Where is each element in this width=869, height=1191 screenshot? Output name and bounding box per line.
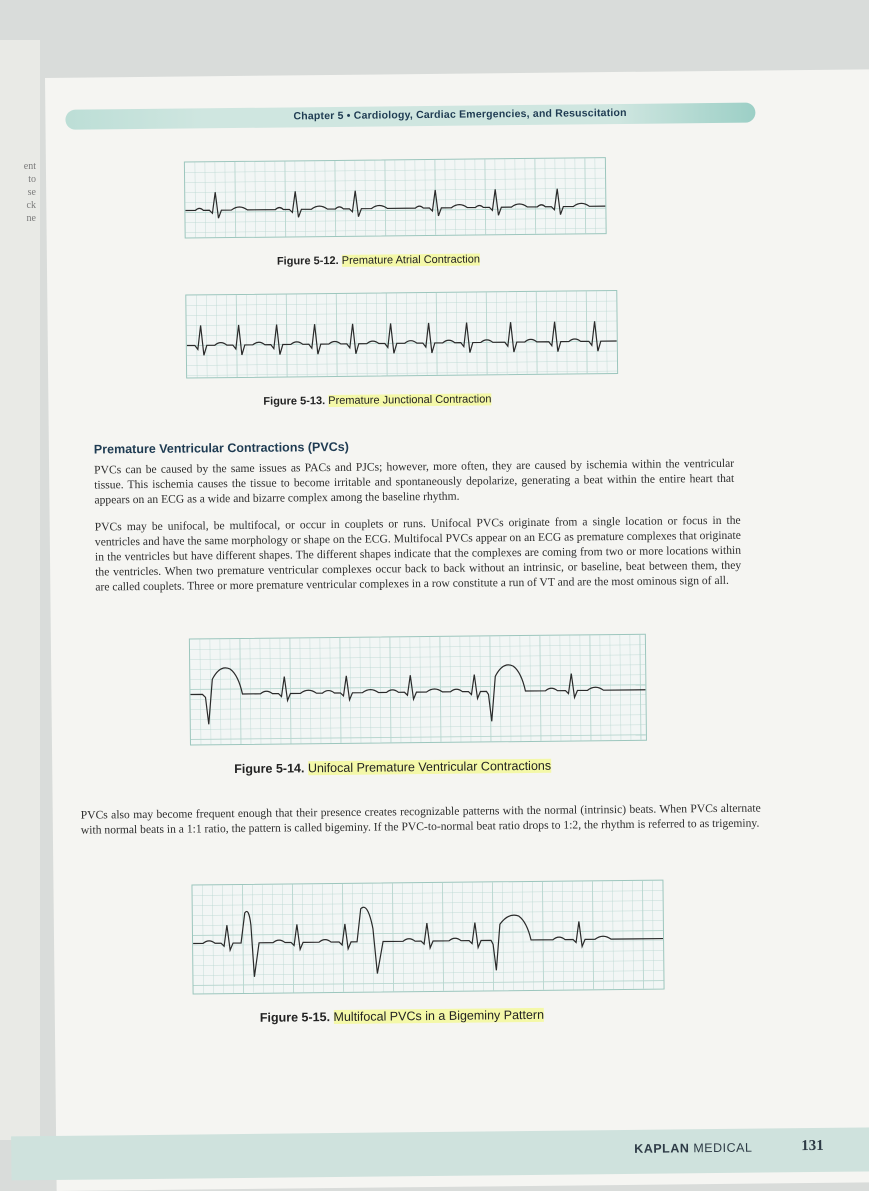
grid-line [445, 160, 446, 235]
grid-line [546, 292, 547, 374]
figure-number: Figure 5-14. [234, 761, 305, 777]
grid-line [475, 160, 476, 235]
brand-name: KAPLAN [634, 1141, 690, 1156]
grid-line [300, 638, 301, 743]
grid-line [572, 882, 573, 990]
grid-line [576, 291, 577, 373]
page-number: 131 [801, 1137, 824, 1155]
grid-line [187, 321, 617, 326]
grid-line [346, 294, 347, 376]
grid-line [216, 295, 217, 377]
grid-line [380, 638, 381, 743]
grid-line [191, 725, 646, 730]
grid-line [632, 881, 633, 989]
grid-line [191, 735, 646, 740]
grid-line [302, 884, 303, 992]
grid-line [242, 885, 243, 993]
publisher-logo [634, 1141, 752, 1156]
grid-line [260, 639, 261, 744]
grid-line [486, 292, 487, 374]
facing-fragment: ck [26, 200, 36, 211]
grid-line [460, 637, 461, 742]
grid-line [405, 160, 406, 235]
grid-line [193, 911, 663, 916]
figure-title: Unifocal Premature Ventricular Contractions [307, 758, 552, 776]
grid-line [612, 881, 613, 989]
grid-line [335, 161, 336, 236]
grid-line [555, 159, 556, 234]
grid-line [276, 295, 277, 377]
ecg-trace-pac [185, 158, 606, 237]
grid-line [305, 161, 306, 236]
grid-line [256, 295, 257, 377]
grid-line [450, 637, 451, 742]
grid-line [252, 885, 253, 993]
grid-line [485, 159, 486, 234]
paragraph: PVCs may be unifocal, be multifocal, or occur in couplets or runs. Unifocal PVCs originate from a single location or focus in the ventricles and have the same morphology or shape on the ECG. Multifocal PVCs appear on an ECG as premature complexes that originate in the ventricles but have different shapes. The different shapes indicate that the complexes are coming from two or more locations within the ventricles. When two premature ventricular complexes occur back to back without an intrinsic, or baseline, beat between them, they are called couplets. Three or more premature ventricular complexes in a row constitute a run of VT and are the most ominous sign of all. [94, 513, 742, 594]
grid-line [400, 637, 401, 742]
grid-line [526, 292, 527, 374]
grid-line [522, 882, 523, 990]
grid-line [376, 294, 377, 376]
grid-line [365, 161, 366, 236]
grid-line [592, 881, 593, 989]
facing-fragment: to [28, 174, 36, 185]
ecg-strip-figure-5-12 [184, 157, 607, 238]
grid-line [442, 883, 443, 991]
grid-line [286, 294, 287, 376]
grid-line [222, 885, 223, 993]
grid-line [190, 655, 645, 660]
grid-line [642, 881, 643, 989]
grid-line [406, 293, 407, 375]
grid-line [235, 162, 236, 237]
grid-line [226, 295, 227, 377]
grid-line [312, 884, 313, 992]
grid-line [225, 162, 226, 237]
grid-line [476, 292, 477, 374]
grid-line [193, 951, 663, 956]
grid-line [230, 639, 231, 744]
grid-line [193, 901, 663, 906]
ecg-trace-multifocal-bigeminy [192, 881, 663, 994]
grid-line [296, 294, 297, 376]
grid-line [422, 883, 423, 991]
grid-line [532, 882, 533, 990]
grid-line [240, 639, 241, 744]
grid-line [565, 159, 566, 234]
grid-line [282, 885, 283, 993]
grid-line [482, 882, 483, 990]
grid-line [255, 162, 256, 237]
grid-line [415, 160, 416, 235]
grid-line [270, 639, 271, 744]
grid-line [542, 882, 543, 990]
grid-line [510, 636, 511, 741]
grid-line [266, 295, 267, 377]
grid-line [602, 881, 603, 989]
grid-line [191, 705, 646, 710]
grid-line [202, 885, 203, 993]
grid-line [500, 636, 501, 741]
grid-line [395, 160, 396, 235]
grid-line [315, 161, 316, 236]
grid-line [640, 635, 641, 740]
grid-line [536, 292, 537, 374]
grid-line [292, 884, 293, 992]
grid-line [652, 881, 653, 989]
grid-line [375, 161, 376, 236]
grid-line [193, 961, 663, 966]
grid-line [272, 885, 273, 993]
ecg-strip-figure-5-13 [185, 290, 618, 379]
grid-line [610, 635, 611, 740]
grid-line [340, 638, 341, 743]
grid-line [456, 293, 457, 375]
grid-line [325, 161, 326, 236]
grid-line [566, 292, 567, 374]
grid-line [440, 637, 441, 742]
paragraph: PVCs can be caused by the same issues as PACs and PJCs; however, more often, they are caused by ischemia within the ventricular tissue. This ischemia causes the tissue to become irritable and spontaneously depolarize, generating a beat within the entire heart that appears on an ECG as a wide and bizarre complex among the baseline rhythm. [94, 456, 735, 507]
grid-line [570, 636, 571, 741]
grid-line [280, 639, 281, 744]
grid-line [466, 293, 467, 375]
facing-fragment: ne [26, 213, 36, 224]
grid-line [552, 882, 553, 990]
grid-line [492, 882, 493, 990]
grid-line [187, 361, 617, 366]
grid-line [191, 715, 646, 720]
grid-line [220, 639, 221, 744]
facing-page-text [0, 160, 36, 225]
brand-suffix: MEDICAL [693, 1140, 753, 1156]
grid-line [490, 636, 491, 741]
figure-title: Premature Atrial Contraction [341, 253, 480, 267]
grid-line [515, 159, 516, 234]
grid-line [462, 883, 463, 991]
grid-line [470, 637, 471, 742]
grid-line [540, 636, 541, 741]
grid-line [246, 295, 247, 377]
grid-line [396, 293, 397, 375]
grid-line [290, 638, 291, 743]
grid-line [595, 158, 596, 233]
grid-line [322, 884, 323, 992]
paragraph: PVCs also may become frequent enough that their presence creates recognizable patterns with the normal (intrinsic) beats. When PVCs alternate with normal beats in a 1:1 ratio, the pattern is called bigeminy. If the PVC-to-normal beat ratio drops to 1:2, the rhythm is referred to as trigeminy. [80, 801, 761, 837]
figure-number: Figure 5-15. [259, 1010, 331, 1025]
grid-line [326, 294, 327, 376]
grid-line [191, 695, 646, 700]
grid-line [190, 675, 645, 680]
book-page [45, 69, 869, 1191]
figure-caption [234, 759, 551, 776]
grid-line [496, 292, 497, 374]
grid-line [187, 371, 617, 376]
ecg-trace-pjc [186, 291, 617, 377]
grid-line [320, 638, 321, 743]
grid-line [622, 881, 623, 989]
grid-line [432, 883, 433, 991]
grid-line [212, 885, 213, 993]
figure-title: Multifocal PVCs in a Bigeminy Pattern [333, 1007, 545, 1025]
facing-fragment: se [27, 187, 36, 198]
grid-line [262, 885, 263, 993]
grid-line [575, 158, 576, 233]
grid-line [436, 293, 437, 375]
grid-line [345, 161, 346, 236]
grid-line [194, 981, 664, 986]
figure-title: Premature Junctional Contraction [328, 393, 492, 408]
figure-caption [277, 253, 480, 267]
grid-line [250, 639, 251, 744]
grid-line [412, 883, 413, 991]
grid-line [630, 635, 631, 740]
ecg-trace-unifocal-pvc [190, 635, 646, 745]
facing-fragment: ent [23, 161, 36, 172]
grid-line [195, 162, 196, 237]
grid-line [200, 639, 201, 744]
grid-line [187, 331, 617, 336]
grid-line [465, 160, 466, 235]
grid-line [410, 637, 411, 742]
grid-line [336, 294, 337, 376]
grid-line [193, 921, 663, 926]
grid-line [535, 159, 536, 234]
grid-line [186, 301, 616, 306]
grid-line [560, 636, 561, 741]
grid-line [606, 291, 607, 373]
grid-line [265, 162, 266, 237]
grid-line [420, 637, 421, 742]
grid-line [190, 645, 645, 650]
grid-line [525, 159, 526, 234]
grid-line [190, 665, 645, 670]
grid-line [385, 160, 386, 235]
figure-number: Figure 5-12. [276, 254, 339, 268]
figure-caption [260, 1008, 544, 1025]
grid-line [416, 293, 417, 375]
grid-line [193, 971, 663, 976]
grid-line [386, 293, 387, 375]
grid-line [190, 685, 645, 690]
grid-line [512, 882, 513, 990]
grid-line [205, 162, 206, 237]
grid-line [506, 292, 507, 374]
grid-line [520, 636, 521, 741]
grid-line [352, 884, 353, 992]
grid-line [580, 635, 581, 740]
grid-line [620, 635, 621, 740]
grid-line [362, 884, 363, 992]
grid-line [193, 891, 663, 896]
grid-line [586, 291, 587, 373]
grid-line [332, 884, 333, 992]
grid-line [366, 294, 367, 376]
grid-line [480, 636, 481, 741]
grid-line [562, 882, 563, 990]
grid-line [350, 638, 351, 743]
grid-line [356, 294, 357, 376]
chapter-title: Chapter 5 • Cardiology, Cardiac Emergencies, and Resuscitation [293, 106, 627, 123]
grid-line [360, 638, 361, 743]
grid-line [505, 159, 506, 234]
ecg-strip-figure-5-15 [191, 880, 664, 995]
grid-line [232, 885, 233, 993]
grid-line [245, 162, 246, 237]
grid-line [502, 882, 503, 990]
grid-line [187, 351, 617, 356]
grid-line [392, 883, 393, 991]
grid-line [306, 294, 307, 376]
grid-line [452, 883, 453, 991]
grid-line [206, 295, 207, 377]
grid-line [285, 161, 286, 236]
grid-line [186, 311, 616, 316]
figure-caption [263, 393, 491, 407]
grid-line [275, 162, 276, 237]
grid-line [530, 636, 531, 741]
grid-line [402, 883, 403, 991]
grid-line [455, 160, 456, 235]
ecg-strip-figure-5-14 [189, 634, 647, 746]
grid-line [516, 292, 517, 374]
section-heading: Premature Ventricular Contractions (PVCs) [93, 439, 349, 457]
grid-line [425, 160, 426, 235]
grid-line [382, 884, 383, 992]
grid-line [446, 293, 447, 375]
grid-line [582, 881, 583, 989]
grid-line [196, 295, 197, 377]
grid-line [585, 158, 586, 233]
figure-number: Figure 5-13. [263, 395, 326, 408]
grid-line [545, 159, 546, 234]
